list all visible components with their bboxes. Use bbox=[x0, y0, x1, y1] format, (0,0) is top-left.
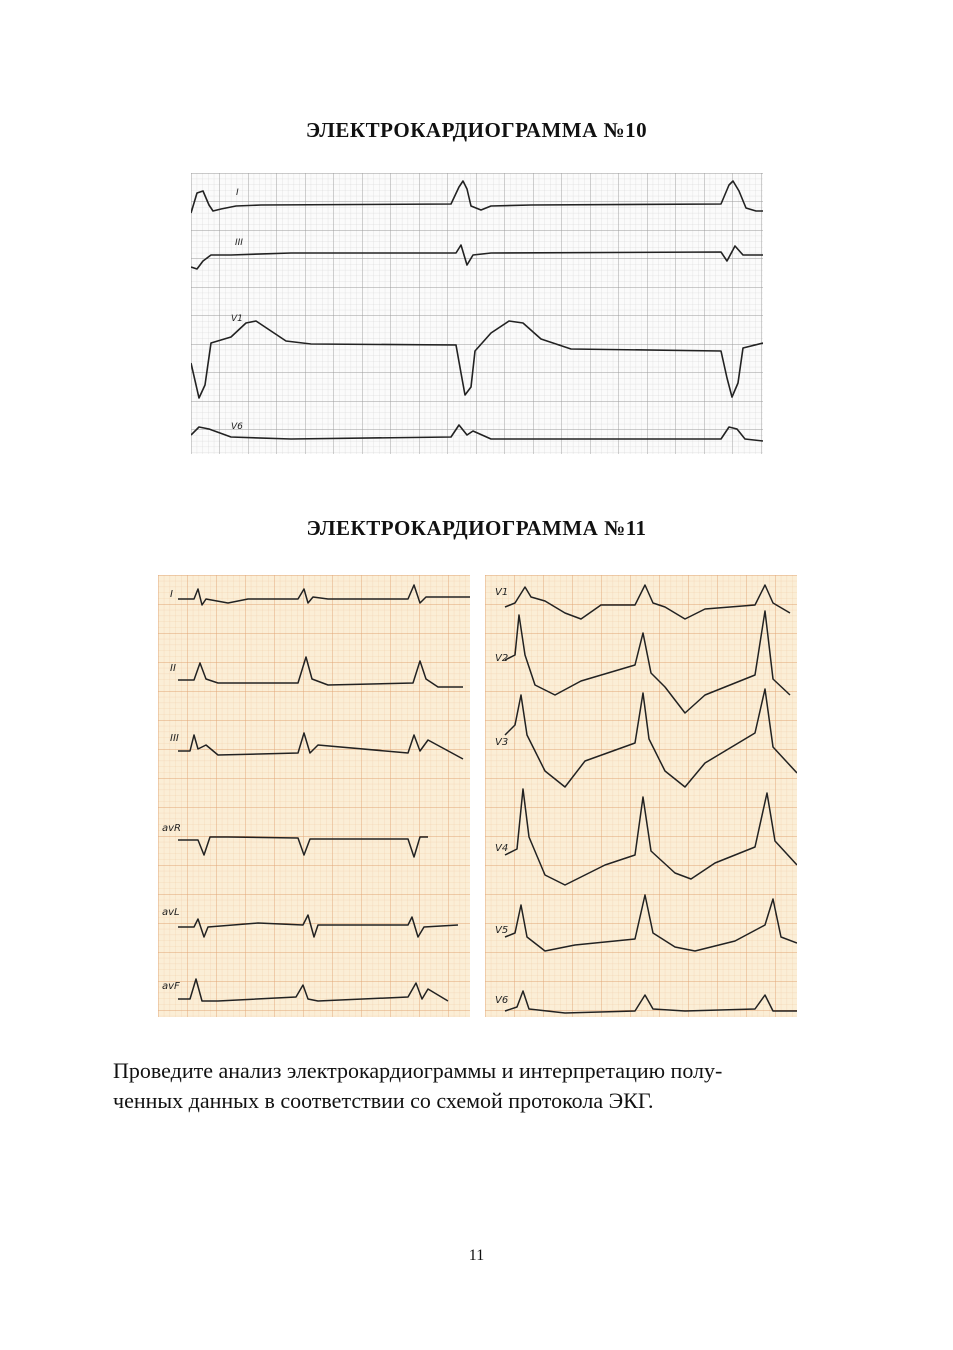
lead-label-V6: V6 bbox=[495, 995, 509, 1006]
lead-label-V2: V2 bbox=[495, 653, 509, 664]
task-instructions bbox=[113, 1056, 843, 1116]
ecg11-limb-leads-tracing bbox=[158, 575, 470, 1017]
lead-label-V1: V1 bbox=[231, 314, 243, 324]
lead-label-III: III bbox=[235, 238, 243, 248]
lead-label-V5: V5 bbox=[495, 925, 509, 936]
task-line-1: Проведите анализ электрокардиограммы и интерпретацию полу- bbox=[113, 1058, 723, 1083]
lead-label-I: I bbox=[170, 589, 173, 600]
lead-label-avF: avF bbox=[162, 981, 180, 992]
lead-label-III: III bbox=[170, 733, 179, 744]
lead-label-avL: avL bbox=[162, 907, 180, 918]
page-number: 11 bbox=[468, 1247, 485, 1264]
ecg10-title: ЭЛЕКТРОКАРДИОГРАММА №10 bbox=[305, 118, 648, 142]
lead-label-I: I bbox=[236, 188, 239, 198]
lead-label-avR: avR bbox=[162, 823, 181, 834]
ecg11-chest-leads-tracing bbox=[485, 575, 797, 1017]
lead-label-V1: V1 bbox=[495, 587, 509, 598]
lead-label-V3: V3 bbox=[495, 737, 509, 748]
ecg10-tracing bbox=[191, 173, 763, 454]
lead-label-V6: V6 bbox=[231, 422, 243, 432]
lead-label-II: II bbox=[170, 663, 176, 674]
task-line-2: ченных данных в соответствии со схемой протокола ЭКГ. bbox=[113, 1088, 654, 1113]
ecg11-title: ЭЛЕКТРОКАРДИОГРАММА №11 bbox=[306, 516, 647, 540]
lead-label-V4: V4 bbox=[495, 843, 509, 854]
